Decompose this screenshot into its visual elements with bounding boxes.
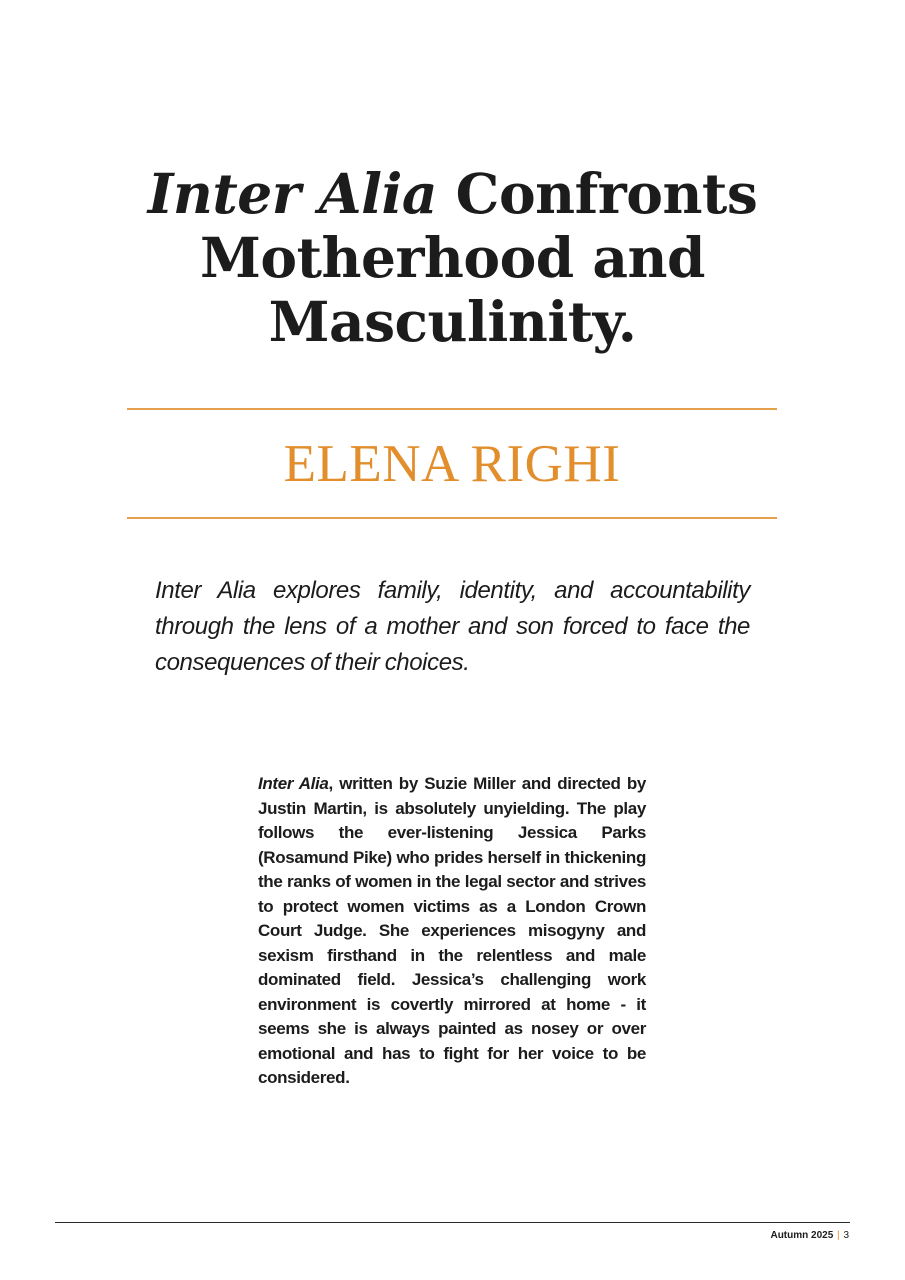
body-text: , written by Suzie Miller and directed by Justin Martin, is absolutely unyielding. The play follows the ever-listening Jessica Parks (Rosamund Pike) who prides herself in thickening the ranks of women in the legal sector and strives to protect women victims as a London Crown Court Judge. She experiences misogyny and sexism firsthand in the relentless and male dominated field. Jessica’s challenging work environment is covertly mirrored at home - it seems she is always painted as nosey or over emotional and has to fight for her voice to be considered. (258, 774, 647, 1087)
footer-separator: | (837, 1230, 840, 1241)
author-rule-bottom (127, 517, 777, 519)
page-number: 3 (843, 1230, 849, 1241)
title-rest: Confronts Motherhood and Masculinity. (200, 161, 758, 354)
author-rule-top (127, 408, 777, 410)
article-title (60, 162, 845, 354)
article-body (258, 772, 646, 1091)
title-italic-part: Inter Alia (147, 161, 438, 226)
body-italic-title: Inter Alia (258, 774, 329, 793)
footer-season: Autumn 2025 (770, 1230, 834, 1241)
author-name: ELENA RIGHI (283, 435, 621, 493)
footer-rule (55, 1222, 850, 1223)
page-footer (770, 1229, 849, 1243)
standfirst: Inter Alia explores family, identity, and accountability through the lens of a mother and son forced to face the consequences of their choices. (155, 577, 750, 676)
